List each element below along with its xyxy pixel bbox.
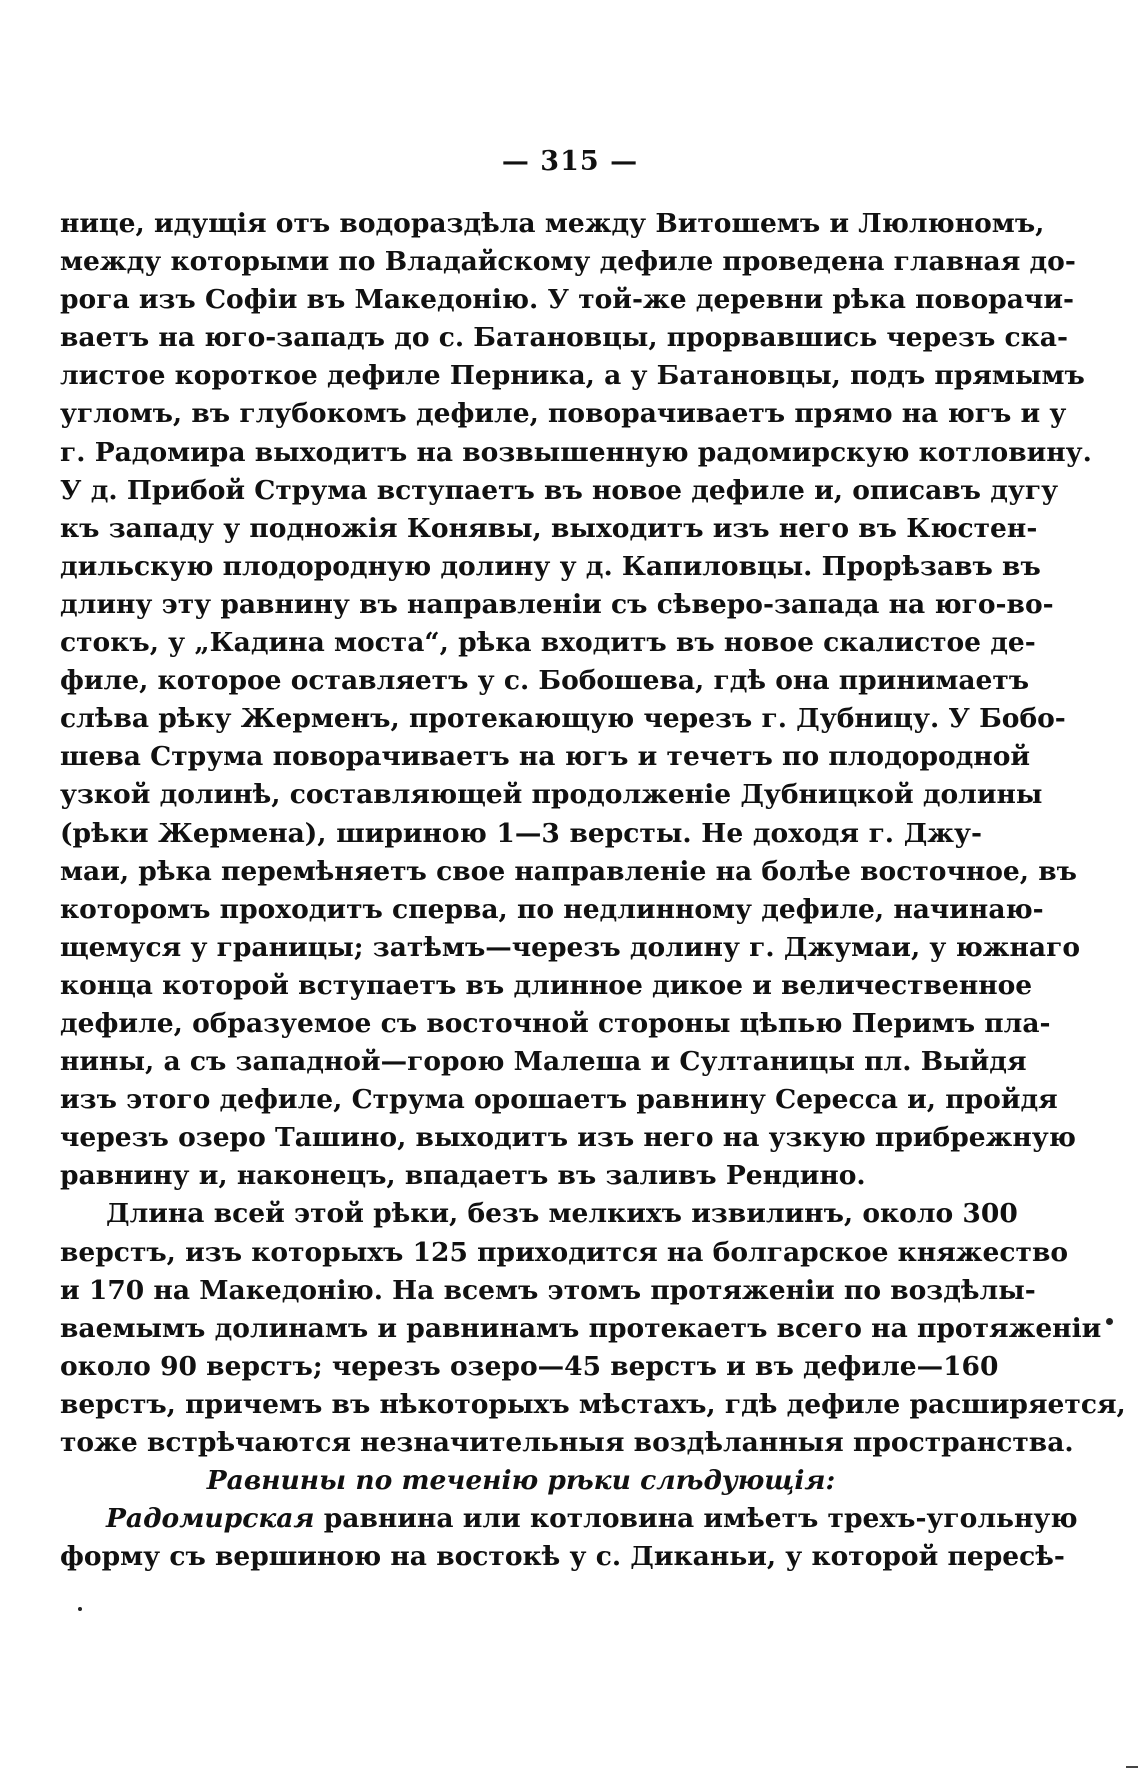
emphasis-radomir: Радомирская — [106, 1503, 315, 1535]
text-line: около 90 верстъ; черезъ озеро—45 верстъ и въ дефиле—160 — [60, 1350, 999, 1382]
text-line: конца которой вступаетъ въ длинное дикое и величественное — [60, 969, 1033, 1001]
text-line: длину эту равнину въ направленіи съ сѣверо-запада на юго-во- — [60, 588, 1054, 620]
text-line: тоже встрѣчаются незначительныя воздѣланныя пространства. — [60, 1427, 1074, 1458]
text-line: шева Струма поворачиваетъ на югъ и течетъ по плодородной — [60, 741, 1031, 773]
text-line: У д. Прибой Струма вступаетъ въ новое дефиле и, описавъ дугу — [60, 474, 1059, 506]
text-line: узкой долинѣ, составляющей продолженіе Дубницкой долины — [60, 779, 1043, 811]
text-line: стокъ, у „Кадина моста“, рѣка входитъ въ новое скалистое де- — [60, 627, 1036, 659]
text-line: слѣва рѣку Жерменъ, протекающую черезъ г. Дубницу. У Бобо- — [60, 703, 1066, 735]
text-line: верстъ, причемъ въ нѣкоторыхъ мѣстахъ, гдѣ дефиле расширяется, — [60, 1388, 1126, 1420]
scan-speck — [78, 1607, 82, 1611]
scan-speck — [1106, 1318, 1113, 1325]
text-line: филе, которое оставляетъ у с. Бобошева, гдѣ она принимаетъ — [60, 665, 1030, 697]
text-line: ваемымъ долинамъ и равнинамъ протекаетъ всего на протяженіи — [60, 1312, 1102, 1344]
text-line: изъ этого дефиле, Струма орошаетъ равнину Сересса и, пройдя — [60, 1084, 1058, 1116]
section-heading: Равнины по теченію рѣки слѣдующія: — [206, 1465, 836, 1497]
text-line: г. Радомира выходитъ на возвышенную радомирскую котловину. — [60, 436, 1092, 468]
text-line: которомъ проходитъ сперва, по недлинному дефиле, начинаю- — [60, 893, 1044, 925]
text-line: верстъ, изъ которыхъ 125 приходится на болгарское княжество — [60, 1236, 1069, 1268]
text-line: маи, рѣка перемѣняетъ свое направленіе на болѣе восточное, въ — [60, 855, 1077, 887]
text-line: рога изъ Софіи въ Македонію. У той-же деревни рѣка поворачи- — [60, 284, 1075, 316]
text-line: листое короткое дефиле Перника, а у Батановцы, подъ прямымъ — [60, 360, 1085, 392]
text-line: нины, а съ западной—горою Малеша и Султаницы пл. Выйдя — [60, 1046, 1027, 1078]
body-text — [60, 205, 1126, 1576]
text-line: форму съ вершиною на востокѣ у с. Диканьи, у которой пересѣ- — [60, 1541, 1065, 1573]
text-line: угломъ, въ глубокомъ дефиле, поворачиваетъ прямо на югъ и у — [60, 398, 1067, 430]
text-line: и 170 на Македонію. На всемъ этомъ протяженіи по воздѣлы- — [60, 1274, 1036, 1306]
text-line: нице, идущія отъ водораздѣла между Витошемъ и Люлюномъ, — [60, 208, 1045, 239]
page-number: — 315 — — [501, 146, 639, 177]
text-line: (рѣки Жермена), шириною 1—3 версты. Не доходя г. Джу- — [60, 817, 982, 849]
text-line: черезъ озеро Ташино, выходитъ изъ него на узкую прибрежную — [60, 1122, 1076, 1154]
text-line: къ западу у подножія Конявы, выходитъ изъ него въ Кюстен- — [60, 512, 1038, 544]
text-line: дильскую плодородную долину у д. Капиловцы. Прорѣзавъ въ — [60, 550, 1041, 582]
text-line: между которыми по Владайскому дефиле проведена главная до- — [60, 246, 1076, 278]
text-line: дефиле, образуемое съ восточной стороны цѣпью Перимъ пла- — [60, 1007, 1051, 1039]
text-line-rest: равнина или котловина имѣетъ трехъ-угольную — [323, 1503, 1078, 1535]
text-line: ваетъ на юго-западъ до с. Батановцы, прорвавшись черезъ ска- — [60, 322, 1068, 354]
text-line: щемуся у границы; затѣмъ—черезъ долину г. Джумаи, у южнаго — [60, 931, 1081, 963]
text-line — [60, 1500, 1078, 1538]
scan-margin-mark — [1126, 1766, 1138, 1768]
text-line: Длина всей этой рѣки, безъ мелкихъ извилинъ, около 300 — [106, 1198, 1018, 1230]
text-line: равнину и, наконецъ, впадаетъ въ заливъ Рендино. — [60, 1160, 866, 1192]
